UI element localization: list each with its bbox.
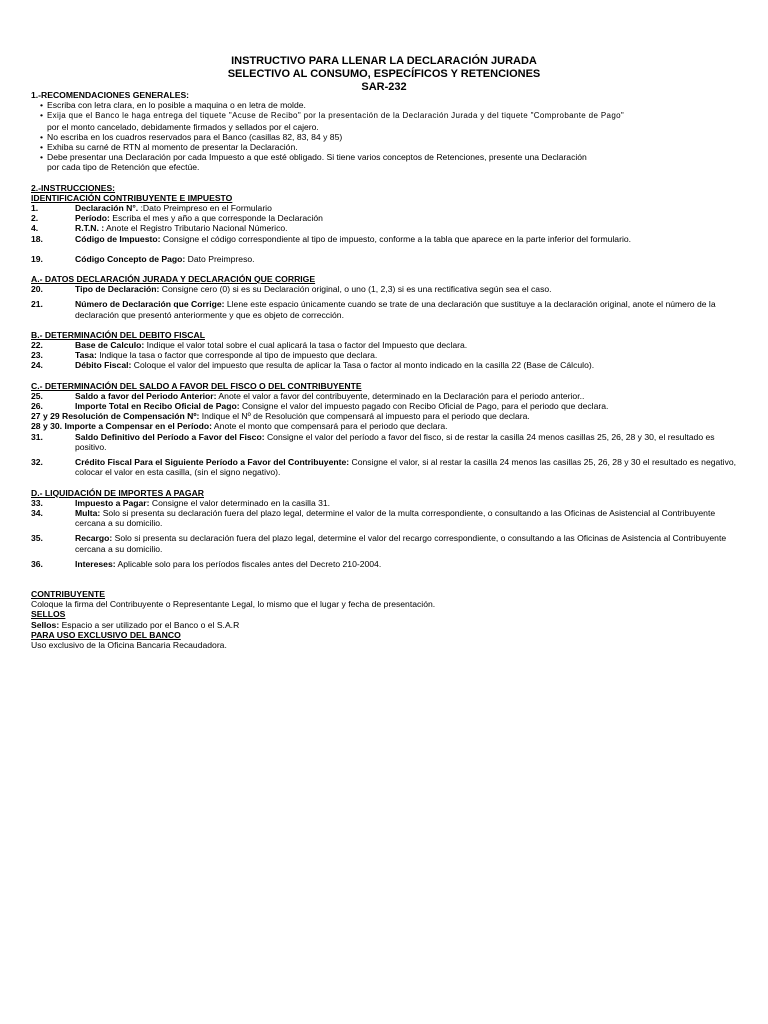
section-c-heading: C.- DETERMINACIÓN DEL SALDO A FAVOR DEL FISCO O DEL CONTRIBUYENTE [31,380,362,391]
instruction-row [31,350,743,360]
row-label: Multa: [75,507,101,518]
list-item [40,142,743,152]
list-item [40,110,743,131]
row-number: 26. [31,401,43,412]
row-label: Tipo de Declaración: [75,284,160,295]
row-number: 25. [31,390,43,401]
sellos-label: Sellos: [31,619,60,630]
instruction-row [31,401,743,411]
instruction-row [31,498,743,508]
row-number: 36. [31,558,43,569]
list-item [40,152,743,172]
row-label: R.T.N. : [75,223,105,234]
row-number: 32. [31,457,43,468]
list-item-text: Exhiba su carné de RTN al momento de presentar la Declaración. [47,142,298,153]
row-label: Declaración N°. [75,203,139,214]
sellos-text: Espacio a ser utilizado por el Banco o el S.A.R [59,619,240,630]
instruction-row [31,411,743,421]
row-text: :Dato Preimpreso en el Formulario [138,203,272,214]
instruction-row [31,284,743,294]
recomendaciones-list [31,100,743,172]
row-text: Indique la tasa o factor que corresponde al tipo de impuesto que declara. [96,350,378,361]
row-text: Consigne el valor del impuesto pagado con Recibo Oficial de Pago, para el periodo que declara. [239,401,609,412]
row-text: Anote el monto que compensará para el periodo que declara. [212,421,448,432]
row-number: 22. [31,340,43,351]
row-text: Aplicable solo para los períodos fiscales antes del Decreto 210-2004. [115,558,382,569]
row-label: Período: [75,213,110,224]
title-line-1: INSTRUCTIVO PARA LLENAR LA DECLARACIÓN JURADA [231,55,537,67]
section-d-heading: D.- LIQUIDACIÓN DE IMPORTES A PAGAR [31,487,204,498]
row-label: 28 y 30. Importe a Compensar en el Período: [31,421,213,432]
instruction-row [31,508,743,528]
row-text: Dato Preimpreso. [185,253,255,264]
row-label: Impuesto a Pagar: [75,497,150,508]
instruction-row [31,533,743,553]
row-label: Recargo: [75,533,113,544]
instruction-row [31,360,743,370]
banco-text: Uso exclusivo de la Oficina Bancaria Recaudadora. [31,639,227,650]
row-text: Anote el valor a favor del contribuyente, determinado en la Declaración para el periodo anterior.. [216,390,585,401]
row-text: Consigne el valor, si al restar la casilla 24 menos las casillas 25, 26, 28 y 30 el resultado es negativo, colocar el valor en esta casilla, (sin el signo negativo). [75,457,737,478]
list-item-continuation: por cada tipo de Retención que efectúe. [47,162,200,173]
document-title [0,55,768,94]
row-text: Coloque el valor del impuesto que resulta de aplicar la Tasa o factor al monto indicado en la casilla 22 (Base de Cálculo). [131,360,595,371]
row-number: 31. [31,431,43,442]
instrucciones-heading: 2.-INSTRUCCIONES: [31,182,116,193]
instruction-row [31,254,743,264]
row-label: Código de Impuesto: [75,233,161,244]
instruction-row [31,340,743,350]
title-line-2: SELECTIVO AL CONSUMO, ESPECÍFICOS Y RETENCIONES [227,68,541,80]
recomendaciones-heading: 1.-RECOMENDACIONES GENERALES: [31,90,190,100]
row-number: 2. [31,213,39,224]
identificacion-heading: IDENTIFICACIÓN CONTRIBUYENTE E IMPUESTO [31,192,233,203]
row-label: Intereses: [75,558,116,569]
row-label: Débito Fiscal: [75,360,132,371]
sellos-row [31,620,743,630]
instruction-row [31,391,743,401]
row-number: 18. [31,233,43,244]
instruction-row [31,213,743,223]
list-item-text: No escriba en los cuadros reservados para el Banco (casillas 82, 83, 84 y 85) [47,131,343,142]
instruction-row [31,234,743,244]
contribuyente-text: Coloque la firma del Contribuyente o Representante Legal, lo mismo que el lugar y fecha de presentación. [31,599,436,610]
row-label: Número de Declaración que Corrige: [75,299,225,310]
list-item [40,132,743,142]
instruction-row [31,432,743,452]
row-label: 27 y 29 Resolución de Compensación Nº: [31,411,200,422]
row-number: 24. [31,360,43,371]
row-text: Escriba el mes y año a que corresponde la Declaración [109,213,323,224]
list-item-continuation: por el monto cancelado, debidamente firmados y sellados por el cajero. [47,121,319,132]
row-number: 23. [31,350,43,361]
list-item-text: Escriba con letra clara, en lo posible a maquina o en letra de molde. [47,100,306,111]
row-number: 4. [31,223,39,234]
section-b-heading: B.- DETERMINACIÓN DEL DEBITO FISCAL [31,329,205,340]
row-number: 19. [31,253,43,264]
contribuyente-heading: CONTRIBUYENTE [31,588,106,599]
row-label: Saldo Definitivo del Período a Favor del Fisco: [75,431,265,442]
document-body [31,90,743,650]
row-text: Indique el valor total sobre el cual aplicará la tasa o factor del Impuesto que declara. [144,340,468,351]
row-number: 33. [31,497,43,508]
row-number: 35. [31,533,43,544]
list-item [40,100,743,110]
banco-heading: PARA USO EXCLUSIVO DEL BANCO [31,629,181,640]
list-item-text: Exija que el Banco le haga entrega del tiquete "Acuse de Recibo" por la presentación de la Declaración Jurada y del tiquete "Comprobante de Pago" [47,111,625,121]
title-line-3: SAR-232 [361,81,407,93]
row-label: Código Concepto de Pago: [75,253,186,264]
instruction-row [31,559,743,569]
instruction-row [31,299,743,319]
row-text: Consigne el valor del período a favor del fisco, si de restar la casilla 24 menos casillas 25, 26, 28 y 30, el resultado es positivo. [75,431,715,452]
row-text: Anote el Registro Tributario Nacional Númerico. [104,223,288,234]
row-text: Consigne el valor determinado en la casilla 31. [149,497,331,508]
row-text: Solo si presenta su declaración fuera del plazo legal, determine el valor del recargo correspondiente, o consultando a las Oficinas de Asistencia al Contribuyente cercana a su domicilio. [75,533,727,554]
row-label: Saldo a favor del Periodo Anterior: [75,390,217,401]
row-label: Crédito Fiscal Para el Siguiente Período a Favor del Contribuyente: [75,457,350,468]
section-a-heading: A.- DATOS DECLARACIÓN JURADA Y DECLARACIÓN QUE CORRIGE [31,274,316,285]
row-text: Solo si presenta su declaración fuera del plazo legal, determine el valor de la multa correspondiente, o consultando a las Oficinas de Asistencial al Contribuyente cercana a su domicilio. [75,507,716,529]
row-label: Importe Total en Recibo Oficial de Pago: [75,401,240,412]
list-item-text: Debe presentar una Declaración por cada Impuesto a que esté obligado. Si tiene varios conceptos de Retenciones, presente una Declaración [47,152,587,163]
row-number: 34. [31,507,43,518]
row-text: Indique el Nº de Resolución que compensará al impuesto para el periodo que declara. [199,411,530,422]
instruction-row [31,223,743,233]
row-text: Consigne el código correspondiente al tipo de impuesto, conforme a la tabla que aparece en la parte inferior del formulario. [160,233,632,244]
instruction-row [31,457,743,477]
row-label: Tasa: [75,350,97,361]
row-number: 21. [31,299,43,310]
instruction-row [31,421,743,431]
row-text: Llene este espacio únicamente cuando se trate de una declaración que sustituye a la declaración original, anote el número de la declaración que presentó anteriormente y que es objeto de corrección. [75,299,716,320]
sellos-heading: SELLOS [31,609,66,620]
row-text: Consigne cero (0) si es su Declaración original, o uno (1, 2,3) si es una rectificativa según sea el caso. [159,284,552,295]
row-label: Base de Calculo: [75,340,145,351]
instruction-row [31,203,743,213]
row-number: 1. [31,203,39,214]
row-number: 20. [31,284,43,295]
